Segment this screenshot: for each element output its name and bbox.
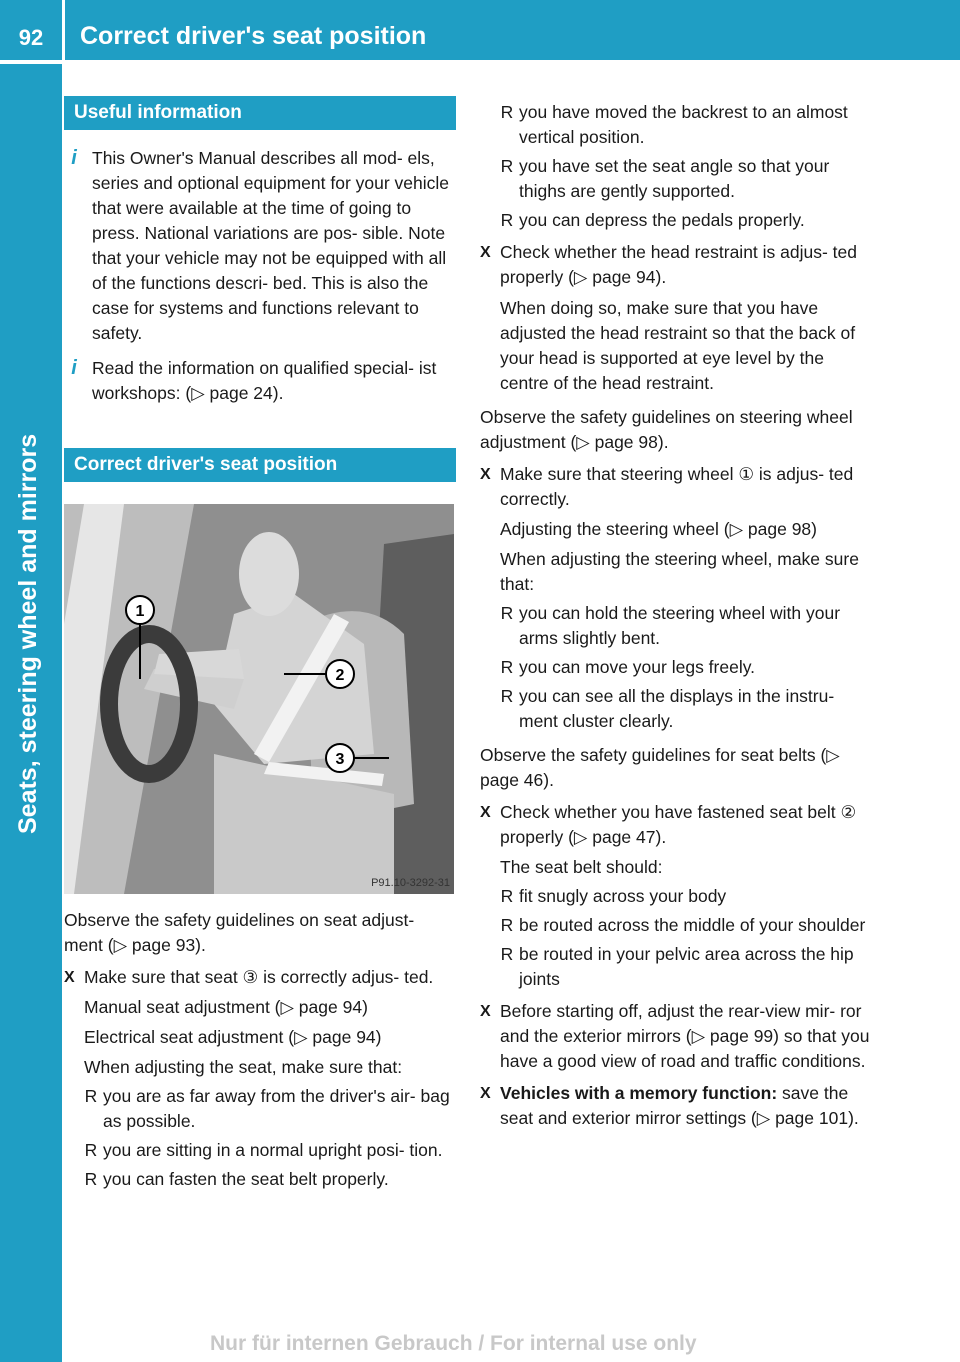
page-title: Correct driver's seat position bbox=[80, 22, 427, 50]
step-detail-text: When adjusting the seat, make sure that: bbox=[84, 1057, 403, 1077]
belt-intro-text: Observe the safety guidelines for seat belts (▷ page 46). bbox=[480, 745, 840, 790]
seat-intro-text: Observe the safety guidelines on seat adjust- ment (▷ page 93). bbox=[64, 910, 415, 955]
driver-seated-illustration bbox=[64, 504, 454, 894]
step-text: Make sure that steering wheel ① is adjus- ted correctly. bbox=[500, 464, 854, 509]
cross-reference: Adjusting the steering wheel (▷ page 98) bbox=[500, 519, 817, 539]
chapter-label: Seats, steering wheel and mirrors bbox=[14, 433, 42, 834]
header-divider bbox=[62, 0, 65, 60]
chapter-side-tab bbox=[0, 64, 62, 1362]
list-item: R you can fasten the seat belt properly. bbox=[84, 1167, 456, 1192]
figure-callout-3: 3 bbox=[335, 751, 345, 768]
step-detail-text: The seat belt should: bbox=[500, 857, 663, 877]
page-number: 92 bbox=[18, 25, 44, 50]
info-note-text: Read the information on qualified special- ist workshops: (▷ page 24). bbox=[92, 358, 437, 403]
step-marker: X bbox=[480, 244, 491, 261]
step-marker: X bbox=[480, 1003, 491, 1020]
list-item: R you can see all the displays in the instru- ment cluster clearly. bbox=[500, 684, 872, 734]
step-marker: X bbox=[480, 804, 491, 821]
bullet-list bbox=[84, 1084, 456, 1192]
right-column bbox=[480, 96, 872, 1131]
bullet-marker: R bbox=[500, 886, 514, 906]
useful-info-heading: Useful information bbox=[64, 96, 456, 130]
step-marker: X bbox=[64, 969, 75, 986]
instruction-step bbox=[480, 462, 872, 734]
list-item: R you can depress the pedals properly. bbox=[500, 208, 872, 233]
cross-reference: Manual seat adjustment (▷ page 94) bbox=[84, 997, 368, 1017]
bullet-marker: R bbox=[500, 657, 514, 677]
bullet-list bbox=[480, 100, 872, 233]
step-detail-text: When adjusting the steering wheel, make sure that: bbox=[500, 549, 859, 594]
step-marker: X bbox=[480, 1085, 491, 1102]
list-item: R you are sitting in a normal upright posi- tion. bbox=[84, 1138, 456, 1163]
step-text bbox=[500, 1081, 872, 1131]
info-note bbox=[64, 356, 456, 406]
step-text-rest: save the seat and exterior mirror settings (▷ page 101). bbox=[500, 1083, 859, 1128]
info-icon: i bbox=[71, 357, 77, 379]
bullet-marker: R bbox=[500, 210, 514, 230]
instruction-step bbox=[64, 965, 456, 1192]
step-bold-lead: Vehicles with a memory function: bbox=[500, 1083, 778, 1103]
bullet-marker: R bbox=[500, 944, 514, 964]
instruction-step bbox=[480, 800, 872, 992]
bullet-list bbox=[500, 884, 872, 992]
list-item: R you have set the seat angle so that your thighs are gently supported. bbox=[500, 154, 872, 204]
bullet-marker: R bbox=[84, 1086, 98, 1106]
instruction-step bbox=[480, 999, 872, 1074]
cross-reference: Electrical seat adjustment (▷ page 94) bbox=[84, 1027, 382, 1047]
list-item: R you have moved the backrest to an almost vertical position. bbox=[500, 100, 872, 150]
bullet-marker: R bbox=[500, 102, 514, 122]
bullet-marker: R bbox=[500, 686, 514, 706]
bullet-marker: R bbox=[84, 1140, 98, 1160]
seat-position-figure bbox=[64, 504, 454, 894]
step-text: Check whether you have fastened seat belt ② properly (▷ page 47). bbox=[500, 802, 857, 847]
list-item: R be routed in your pelvic area across the hip joints bbox=[500, 942, 872, 992]
step-text: Make sure that seat ③ is correctly adjus- ted. bbox=[84, 967, 434, 987]
info-note-text: This Owner's Manual describes all mod- els, series and optional equipment for your vehicle that were available at the time of going to press. National variations are pos- sible. Note that your vehicle may not be equipped with all of the functions descri- bed. This is also the case for systems and functions relevant to safety. bbox=[92, 148, 450, 343]
bullet-marker: R bbox=[84, 1169, 98, 1189]
seat-position-heading: Correct driver's seat position bbox=[64, 448, 456, 482]
step-text: Check whether the head restraint is adjus- ted properly (▷ page 94). bbox=[500, 242, 857, 287]
bullet-list bbox=[500, 601, 872, 734]
list-item: R you can move your legs freely. bbox=[500, 655, 872, 680]
step-marker: X bbox=[480, 466, 491, 483]
info-note bbox=[64, 146, 456, 346]
step-detail-text: When doing so, make sure that you have adjusted the head restraint so that the back of your head is supported at eye level by the centre of the head restraint. bbox=[500, 298, 856, 393]
list-item: R be routed across the middle of your shoulder bbox=[500, 913, 872, 938]
figure-callout-2: 2 bbox=[335, 667, 345, 684]
step-text: Before starting off, adjust the rear-view mir- ror and the exterior mirrors (▷ page 99) so that you have a good view of road and traffic conditions. bbox=[500, 1001, 870, 1071]
figure-code: P91.10-3292-31 bbox=[371, 877, 450, 889]
list-item: R you are as far away from the driver's air- bag as possible. bbox=[84, 1084, 456, 1134]
bullet-marker: R bbox=[500, 915, 514, 935]
left-column bbox=[64, 96, 456, 1192]
list-item: R you can hold the steering wheel with your arms slightly bent. bbox=[500, 601, 872, 651]
steering-intro-text: Observe the safety guidelines on steering wheel adjustment (▷ page 98). bbox=[480, 407, 853, 452]
bullet-marker: R bbox=[500, 156, 514, 176]
instruction-step bbox=[480, 1081, 872, 1131]
bullet-marker: R bbox=[500, 603, 514, 623]
info-icon: i bbox=[71, 147, 77, 169]
watermark: Nur für internen Gebrauch / For internal use only bbox=[210, 1332, 697, 1355]
figure-callout-1: 1 bbox=[135, 603, 145, 620]
list-item: R fit snugly across your body bbox=[500, 884, 872, 909]
instruction-step bbox=[480, 240, 872, 396]
